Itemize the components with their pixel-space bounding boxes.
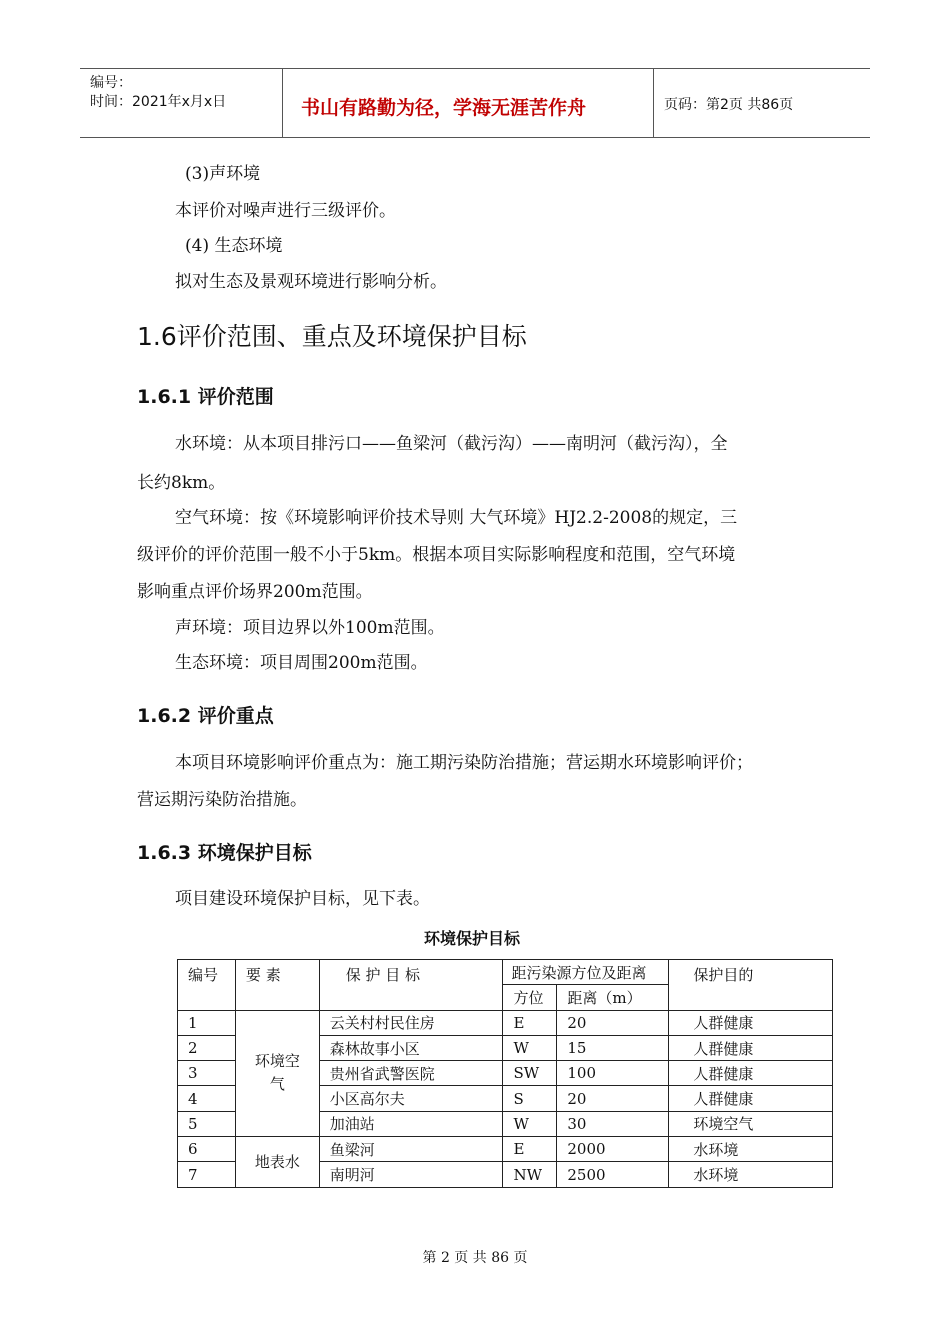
header-direction: 方位: [503, 985, 557, 1010]
row-no: 7: [178, 1162, 236, 1187]
row-target: 小区高尔夫: [319, 1086, 503, 1111]
row-target: 贵州省武警医院: [319, 1061, 503, 1086]
row-direction: E: [503, 1137, 557, 1162]
row-no: 2: [178, 1035, 236, 1060]
air-scope-line-1: 空气环境：按《环境影响评价技术导则 大气环境》HJ2.2-2008的规定，三: [175, 508, 738, 528]
row-target: 云关村村民住房: [319, 1010, 503, 1035]
row-no: 3: [178, 1061, 236, 1086]
table-caption: 环境保护目标: [424, 929, 521, 948]
air-scope-line-3: 影响重点评价场界200m范围。: [137, 582, 373, 602]
row-target: 鱼梁河: [319, 1137, 503, 1162]
header-page-label: 页码：第2页 共86页: [664, 97, 794, 113]
row-target: 森林故事小区: [319, 1035, 503, 1060]
row-distance: 20: [557, 1086, 669, 1111]
row-distance: 20: [557, 1010, 669, 1035]
section-heading-1-6-1: 1.6.1 评价范围: [137, 386, 274, 408]
header-page-cell: [654, 69, 870, 137]
paragraph-eco-analysis: 拟对生态及景观环境进行影响分析。: [175, 272, 447, 292]
table-header-row: [178, 960, 833, 985]
header-distance: 距离（m）: [557, 985, 669, 1010]
row-distance: 30: [557, 1111, 669, 1136]
element-air: 环境空气: [235, 1010, 319, 1136]
row-no: 5: [178, 1111, 236, 1136]
focus-line-1: 本项目环境影响评价重点为：施工期污染防治措施；营运期水环境影响评价；: [175, 753, 753, 773]
row-direction: E: [503, 1010, 557, 1035]
paragraph-noise-level: 本评价对噪声进行三级评价。: [175, 201, 396, 221]
focus-line-2: 营运期污染防治措施。: [137, 790, 307, 810]
header-element: 要 素: [235, 960, 319, 1011]
row-purpose: 人群健康: [669, 1061, 833, 1086]
header-no: 编号: [178, 960, 236, 1011]
row-purpose: 水环境: [669, 1137, 833, 1162]
row-direction: W: [503, 1035, 557, 1060]
water-scope-line-2: 长约8km。: [137, 473, 226, 493]
paragraph-eco-env-title: (4) 生态环境: [185, 236, 283, 256]
page-footer: 第 2 页 共 86 页: [422, 1250, 528, 1266]
header-motto-cell: [283, 69, 654, 137]
row-direction: W: [503, 1111, 557, 1136]
page-header: [80, 68, 870, 138]
section-heading-1-6-2: 1.6.2 评价重点: [137, 705, 274, 727]
section-heading-1-6: 1.6评价范围、重点及环境保护目标: [137, 322, 527, 351]
row-no: 1: [178, 1010, 236, 1035]
row-purpose: 环境空气: [669, 1111, 833, 1136]
protection-target-table: [177, 959, 833, 1188]
row-purpose: 人群健康: [669, 1035, 833, 1060]
row-direction: SW: [503, 1061, 557, 1086]
header-target: 保 护 目 标: [319, 960, 503, 1011]
row-purpose: 人群健康: [669, 1010, 833, 1035]
header-motto: 书山有路勤为径，学海无涯苦作舟: [301, 97, 587, 119]
noise-scope: 声环境：项目边界以外100m范围。: [175, 618, 445, 638]
paragraph-noise-env-title: (3)声环境: [185, 164, 261, 184]
element-water: 地表水: [235, 1137, 319, 1188]
row-no: 6: [178, 1137, 236, 1162]
row-distance: 2000: [557, 1137, 669, 1162]
row-purpose: 人群健康: [669, 1086, 833, 1111]
row-distance: 100: [557, 1061, 669, 1086]
row-no: 4: [178, 1086, 236, 1111]
header-dir-dist: 距污染源方位及距离: [503, 960, 669, 985]
header-meta-cell: [80, 69, 283, 137]
table-row: [178, 1010, 833, 1035]
doc-time-label: 时间：2021年x月x日: [90, 94, 227, 110]
water-scope-line-1: 水环境：从本项目排污口——鱼梁河（截污沟）——南明河（截污沟），全: [175, 434, 728, 454]
header-purpose: 保护目的: [669, 960, 833, 1011]
row-distance: 2500: [557, 1162, 669, 1187]
table-intro: 项目建设环境保护目标，见下表。: [175, 889, 430, 909]
row-target: 南明河: [319, 1162, 503, 1187]
row-direction: NW: [503, 1162, 557, 1187]
eco-scope: 生态环境：项目周围200m范围。: [175, 653, 428, 673]
row-distance: 15: [557, 1035, 669, 1060]
section-heading-1-6-3: 1.6.3 环境保护目标: [137, 842, 312, 864]
table-row: [178, 1137, 833, 1162]
doc-number-label: 编号：: [90, 75, 132, 91]
row-purpose: 水环境: [669, 1162, 833, 1187]
row-target: 加油站: [319, 1111, 503, 1136]
row-direction: S: [503, 1086, 557, 1111]
air-scope-line-2: 级评价的评价范围一般不小于5km。根据本项目实际影响程度和范围，空气环境: [137, 545, 736, 565]
